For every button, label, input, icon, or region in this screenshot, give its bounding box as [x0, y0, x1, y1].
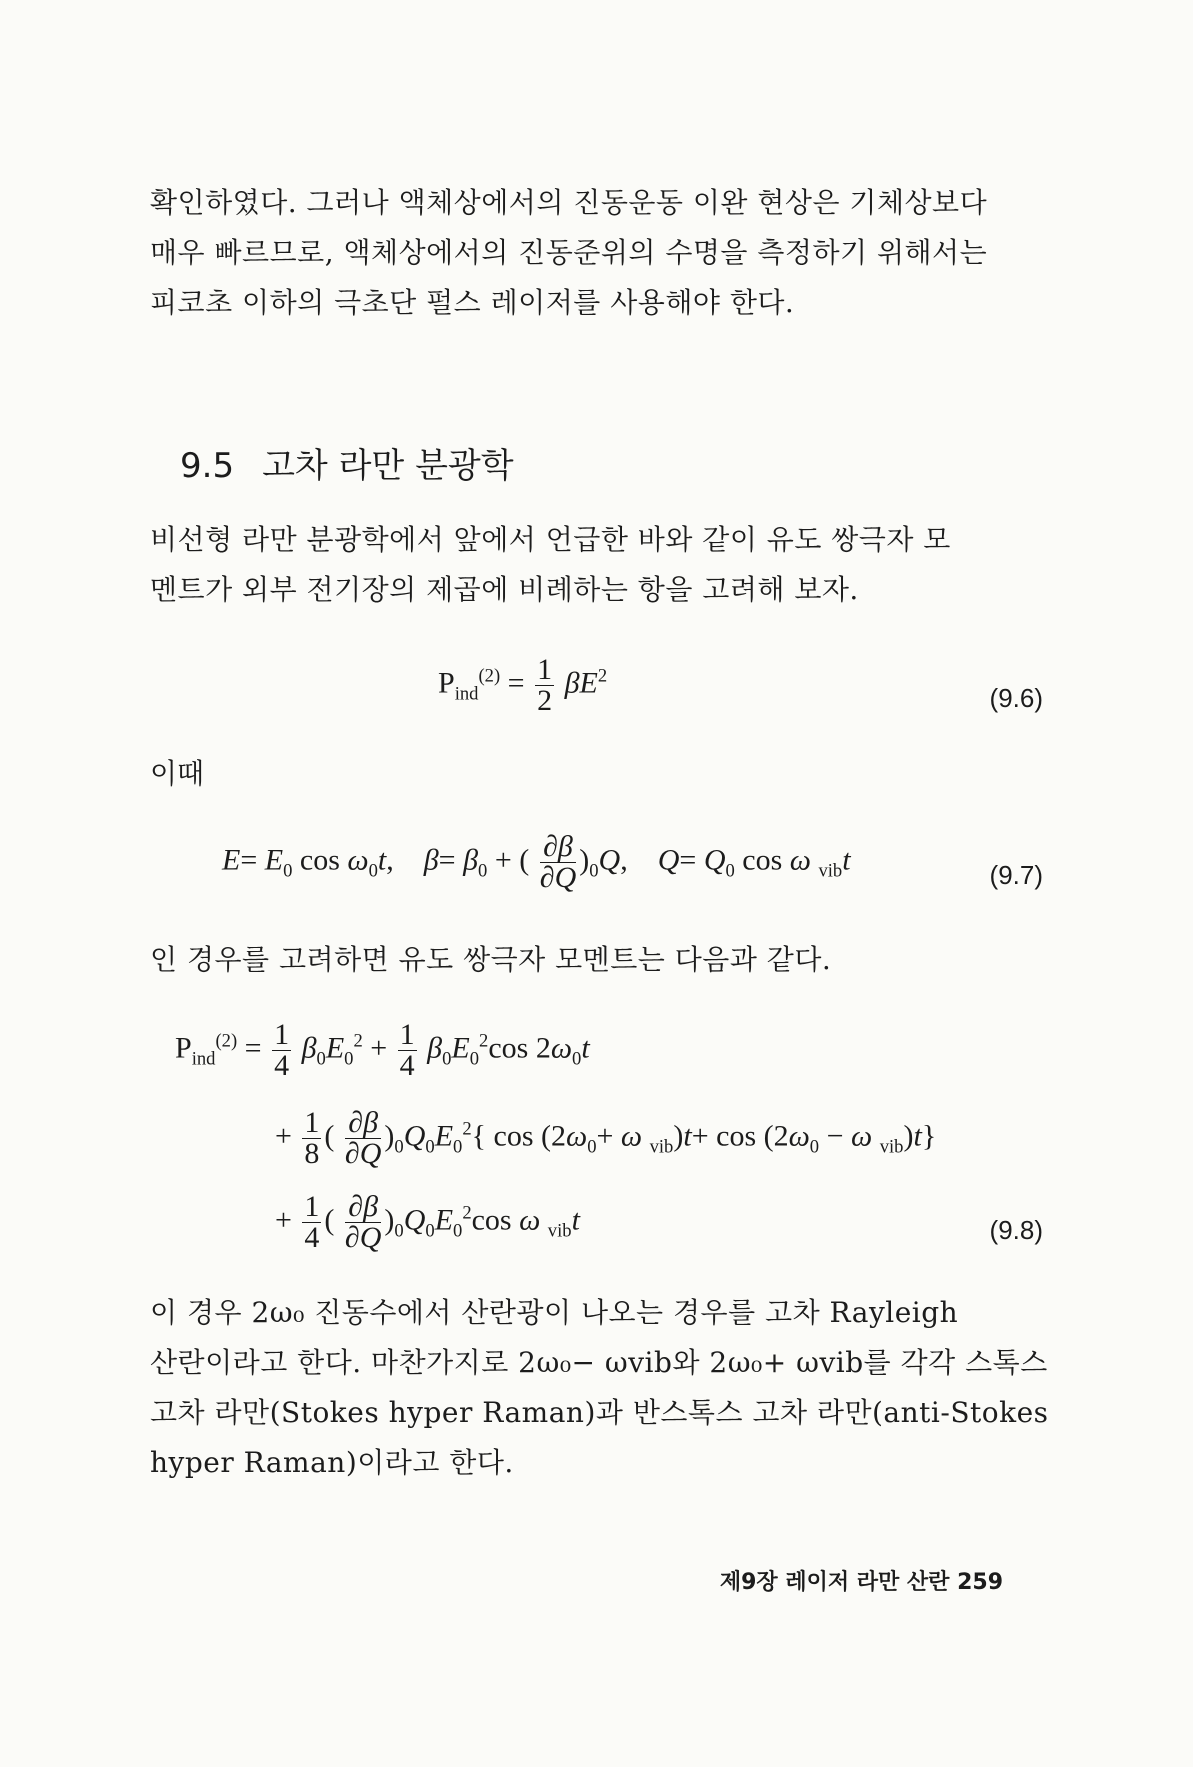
text-line: hyper Raman)이라고 한다.: [150, 1446, 514, 1479]
equation-number: (9.6): [989, 683, 1043, 713]
text-line: 산란이라고 한다. 마찬가지로 2ω₀− ωvib와 2ω₀+ ωvib를 각각 스톡스: [150, 1346, 1048, 1379]
equation-9-7: $E= E_0$ $\cos \omega_0t$, $\beta= \beta_0$ + ( $\frac{\partial\beta}{\partial Q}$ )$_0Q$, $Q= Q_0$ cos ω $_{vib}$t: [222, 830, 851, 894]
section-number: 9.5: [180, 446, 235, 486]
equation-9-8-line-3: + $\frac{1}{4}$ ( $\frac{\partial\beta}{\partial Q}$ )$_0Q_0E_0^2\cos$ ω $_{vib}$t: [275, 1190, 580, 1254]
equation-number: (9.7): [989, 860, 1043, 890]
text-line: 피코초 이하의 극초단 펄스 레이저를 사용해야 한다.: [150, 286, 795, 319]
intro-paragraph: [150, 178, 1035, 328]
text-line: 비선형 라만 분광학에서 앞에서 언급한 바와 같이 유도 쌍극자 모: [150, 523, 951, 556]
equation-number: (9.8): [989, 1215, 1043, 1245]
text-line: 인 경우를 고려하면 유도 쌍극자 모멘트는 다음과 같다.: [150, 943, 832, 976]
label-ittae: 이때: [150, 757, 205, 790]
text-line: 매우 빠르므로, 액체상에서의 진동준위의 수명을 측정하기 위해서는: [150, 236, 988, 269]
section-title: 고차 라만 분광학: [262, 446, 514, 486]
section-heading: [180, 438, 514, 487]
text-line: 이 경우 2ω₀ 진동수에서 산란광이 나오는 경우를 고차 Rayleigh: [150, 1296, 959, 1329]
text-line: 고차 라만(Stokes hyper Raman)과 반스톡스 고차 라만(anti-Stokes: [150, 1396, 1049, 1429]
intro-nonlinear-paragraph: [150, 515, 1035, 615]
page-footer: 제9장 레이저 라만 산란 259: [719, 1570, 1003, 1595]
equation-9-6: $P_{ind}^{(2)}$ = $\frac{1}{2}$ $\beta E^2$: [438, 653, 608, 717]
equation-9-8-line-1: $P_{ind}^{(2)}$ = $\frac{1}{4}$ $\beta_0E_0^2$ + $\frac{1}{4}$ $\beta_0E_0^2\cos$ $2\omega_0t$: [175, 1018, 590, 1082]
text-line: 확인하였다. 그러나 액체상에서의 진동운동 이완 현상은 기체상보다: [150, 186, 988, 219]
hyper-raman-paragraph: [150, 1288, 1049, 1488]
condition-paragraph: [150, 935, 1035, 985]
equation-9-8-line-2: + $\frac{1}{8}$ ( $\frac{\partial\beta}{\partial Q}$ )$_0Q_0E_0^2${ $\cos (2\omega_0+ \omega$ $_{vib})t+ \cos (2\omega_0 - \omega$ $_{vib}$)t}: [275, 1106, 937, 1170]
text-line: 멘트가 외부 전기장의 제곱에 비례하는 항을 고려해 보자.: [150, 573, 859, 606]
